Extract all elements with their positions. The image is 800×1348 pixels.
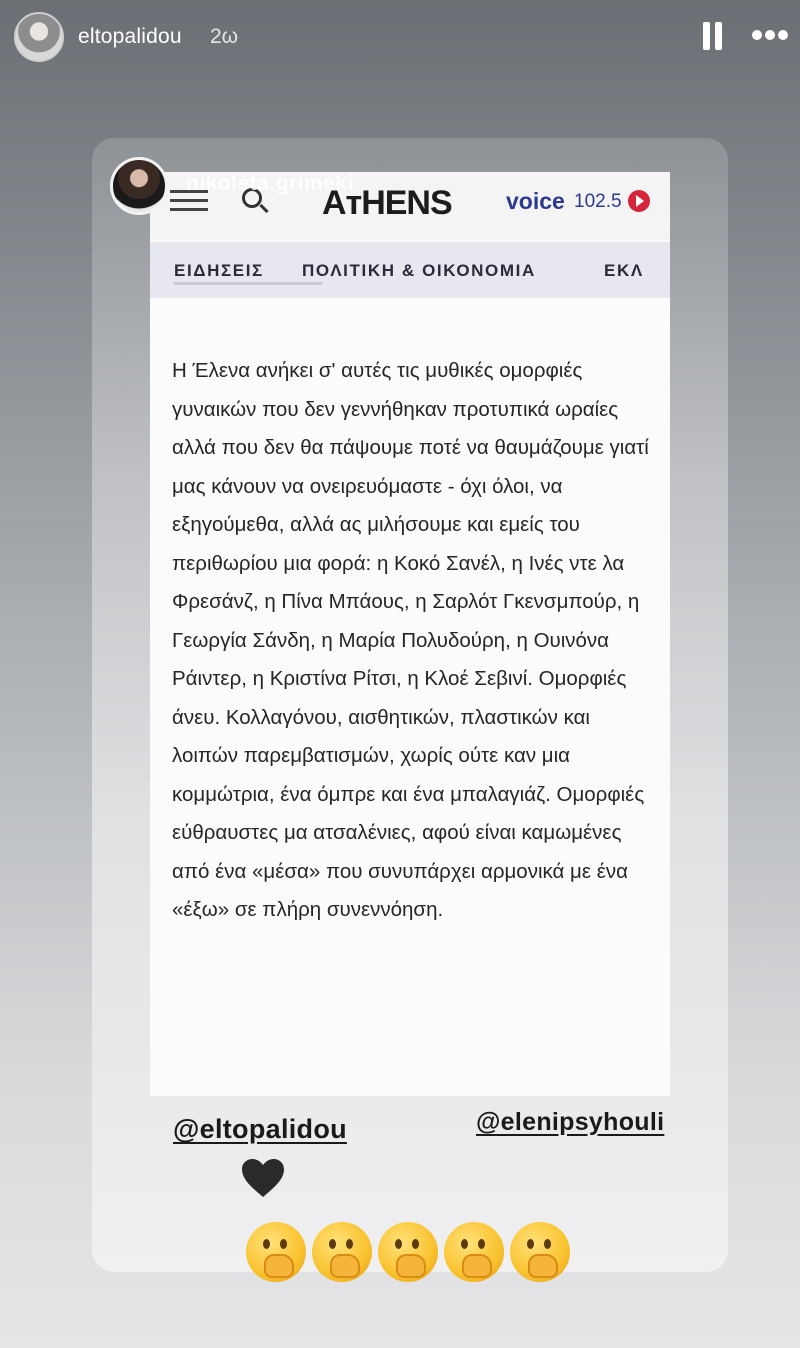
story-header: [0, 0, 800, 80]
story-username[interactable]: eltopalidou: [78, 25, 182, 48]
reshared-account-avatar[interactable]: [110, 157, 168, 215]
story-avatar[interactable]: [14, 12, 64, 62]
face-with-hand-over-mouth-icon: [246, 1222, 306, 1282]
nav-underline: [174, 282, 322, 285]
article-screenshot: [150, 172, 670, 1096]
nav-item-news: ΕΙΔΗΣΕΙΣ: [174, 261, 264, 280]
mention-sticker-eltopalidou[interactable]: @eltopalidou: [173, 1114, 347, 1144]
radio-play-icon: [628, 190, 650, 212]
brand-voice-label: voice: [506, 188, 565, 214]
mention-sticker-elenipsyhouli[interactable]: @elenipsyhouli: [476, 1108, 665, 1136]
article-nav: [150, 242, 670, 298]
more-options-icon[interactable]: [752, 30, 792, 40]
emoji-sticker-row: [246, 1222, 576, 1284]
article-body-text: Η Έλενα ανήκει σ' αυτές τις μυθικές ομορφιές γυναικών που δεν γεννήθηκαν προτυπικά ωραίες αλλά που δεν θα πάψουμε ποτέ να θαυμάζουμε γιατί μας κάνουν να ονειρευόμαστε - όχι όλοι, να εξηγούμεθα, αλλά ας μιλήσουμε και εμείς του περιθωρίου μια φορά: η Κοκό Σανέλ, η Ινές ντε λα Φρεσάνζ, η Πίνα Μπάους, η Σαρλότ Γκενσμπούρ, η Γεωργία Σάνδη, η Μαρία Πολυδούρη, η Ουινόνα Ράιντερ, η Κριστίνα Ρίτσι, η Κλοέ Σεβινί. Ομορφιές άνευ. Κολλαγόνου, αισθητικών, πλαστικών και λοιπών παρεμβατισμών, χωρίς ούτε καν μια κομμώτρια, ένα όμπρε και ένα μπαλαγιάζ. Ομορφιές εύθραυστες μα ατσαλένιες, αφού είναι καμωμένες από ένα «μέσα» που συνυπάρχει αρμονικά με ένα «έξω» σε πλήρη συνεννόηση.: [172, 359, 649, 921]
face-with-hand-over-mouth-icon: [312, 1222, 372, 1282]
face-with-hand-over-mouth-icon: [510, 1222, 570, 1282]
black-heart-icon: [240, 1157, 286, 1199]
brand-frequency: 102.5: [574, 191, 622, 212]
pause-icon[interactable]: [702, 22, 724, 50]
reshared-account-username[interactable]: nikoleta.grimeki: [186, 172, 354, 195]
face-with-hand-over-mouth-icon: [444, 1222, 504, 1282]
story-timestamp: 2ω: [210, 25, 239, 48]
brand-logo: AтHENS: [322, 184, 452, 222]
nav-item-politics-economy: ΠΟΛΙΤΙΚΗ & ΟΙΚΟΝΟΜΙΑ: [302, 261, 536, 280]
face-with-hand-over-mouth-icon: [378, 1222, 438, 1282]
nav-item-elections: ΕΚΛ: [604, 261, 644, 280]
